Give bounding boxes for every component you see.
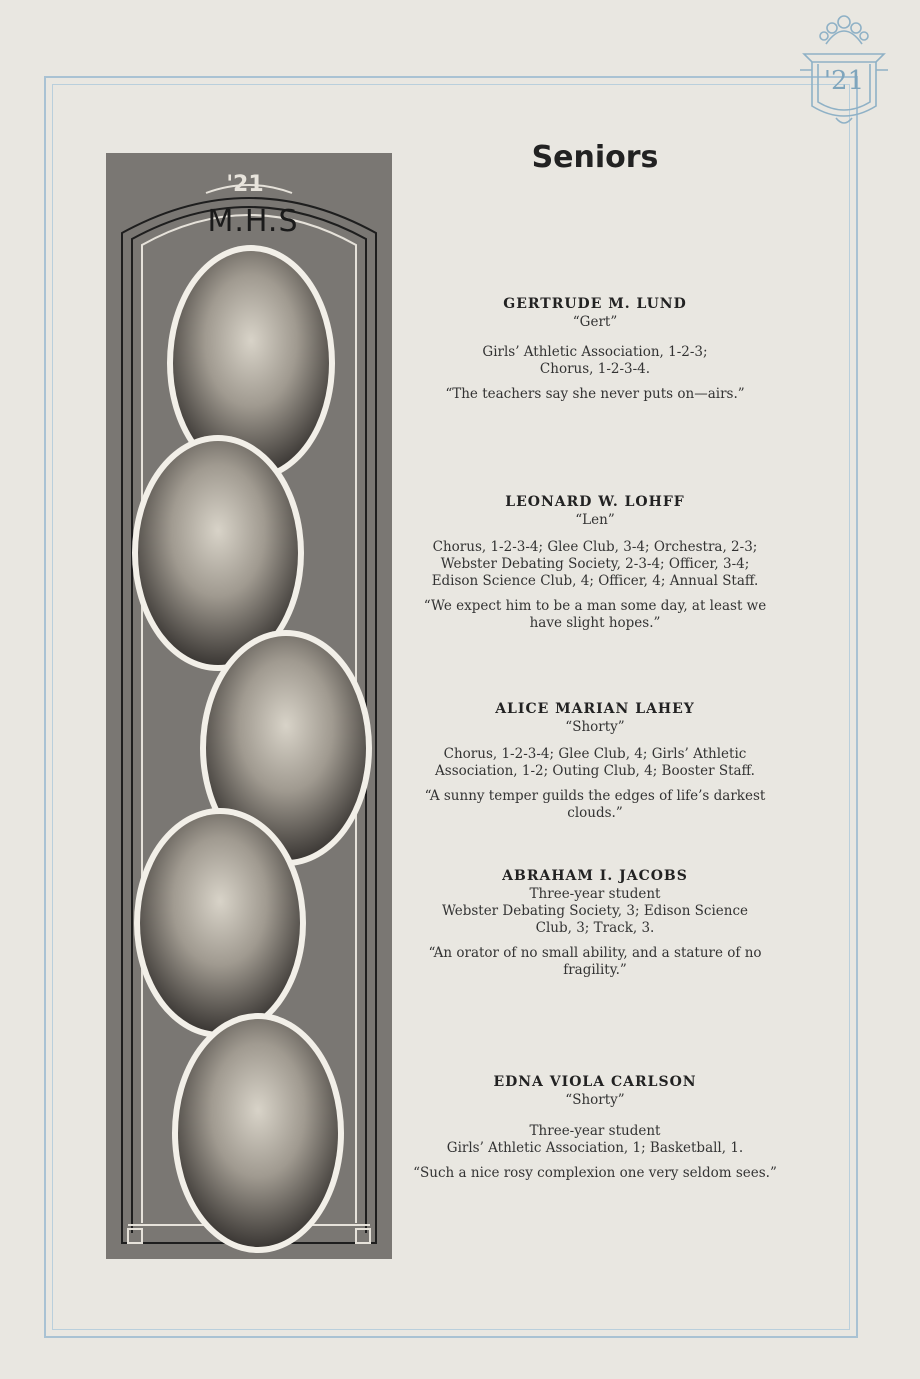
senior-name: ALICE MARIAN LAHEY <box>495 701 695 717</box>
senior-nickname: “Len” <box>575 512 615 528</box>
senior-name: EDNA VIOLA CARLSON <box>493 1074 697 1090</box>
senior-nickname: “Shorty” <box>565 719 625 735</box>
senior-status: Three-year student <box>529 886 661 902</box>
portrait-photo-4 <box>140 814 300 1032</box>
photo-panel <box>106 153 392 1259</box>
activity-line: Chorus, 1-2-3-4. <box>539 361 651 377</box>
activity-line: Chorus, 1-2-3-4; Glee Club, 3-4; Orchestra, 2-3; <box>432 539 758 555</box>
senior-quote: “The teachers say she never puts on—airs.” <box>445 386 745 402</box>
activity-line: Edison Science Club, 4; Officer, 4; Annual Staff. <box>431 573 759 589</box>
senior-name: LEONARD W. LOHFF <box>505 494 685 510</box>
page-title: Seniors <box>531 140 659 175</box>
senior-nickname: “Gert” <box>572 314 618 330</box>
senior-entry <box>412 868 778 979</box>
senior-entry <box>412 296 778 403</box>
activity-line: Association, 1-2; Outing Club, 4; Booster Staff. <box>435 763 755 779</box>
activity-line: Club, 3; Track, 3. <box>535 920 655 936</box>
senior-activities <box>412 903 778 937</box>
activity-line: Chorus, 1-2-3-4; Glee Club, 4; Girls’ Athletic <box>443 746 747 762</box>
activity-line: Webster Debating Society, 2-3-4; Officer, 3-4; <box>440 556 750 572</box>
year-ornament <box>796 14 892 132</box>
ornament-year: '21 <box>823 66 865 96</box>
senior-entry <box>412 494 778 632</box>
activity-line: Webster Debating Society, 3; Edison Science <box>441 903 749 919</box>
panel-year-label: '21 <box>226 172 264 197</box>
activity-line: Girls’ Athletic Association, 1-2-3; <box>482 344 708 360</box>
senior-activities <box>412 344 778 378</box>
senior-quote: “A sunny temper guilds the edges of life’s darkest clouds.” <box>424 788 766 821</box>
senior-activities <box>412 539 778 590</box>
activity-line: Girls’ Athletic Association, 1; Basketball, 1. <box>446 1140 744 1156</box>
senior-nickname: “Shorty” <box>565 1092 625 1108</box>
senior-quote: “An orator of no small ability, and a stature of no fragility.” <box>428 945 762 978</box>
senior-status: Three-year student <box>529 1123 661 1139</box>
senior-activities <box>412 746 778 780</box>
senior-name: GERTRUDE M. LUND <box>503 296 687 312</box>
senior-activities <box>412 1140 778 1157</box>
senior-name: ABRAHAM I. JACOBS <box>502 868 688 884</box>
senior-quote: “We expect him to be a man some day, at least we have slight hopes.” <box>423 598 767 631</box>
senior-quote: “Such a nice rosy complexion one very seldom sees.” <box>413 1165 777 1181</box>
handwritten-initials: M.H.S <box>207 204 299 239</box>
senior-entry <box>412 701 778 822</box>
senior-entry <box>412 1074 778 1182</box>
portrait-photo-5 <box>178 1019 338 1247</box>
